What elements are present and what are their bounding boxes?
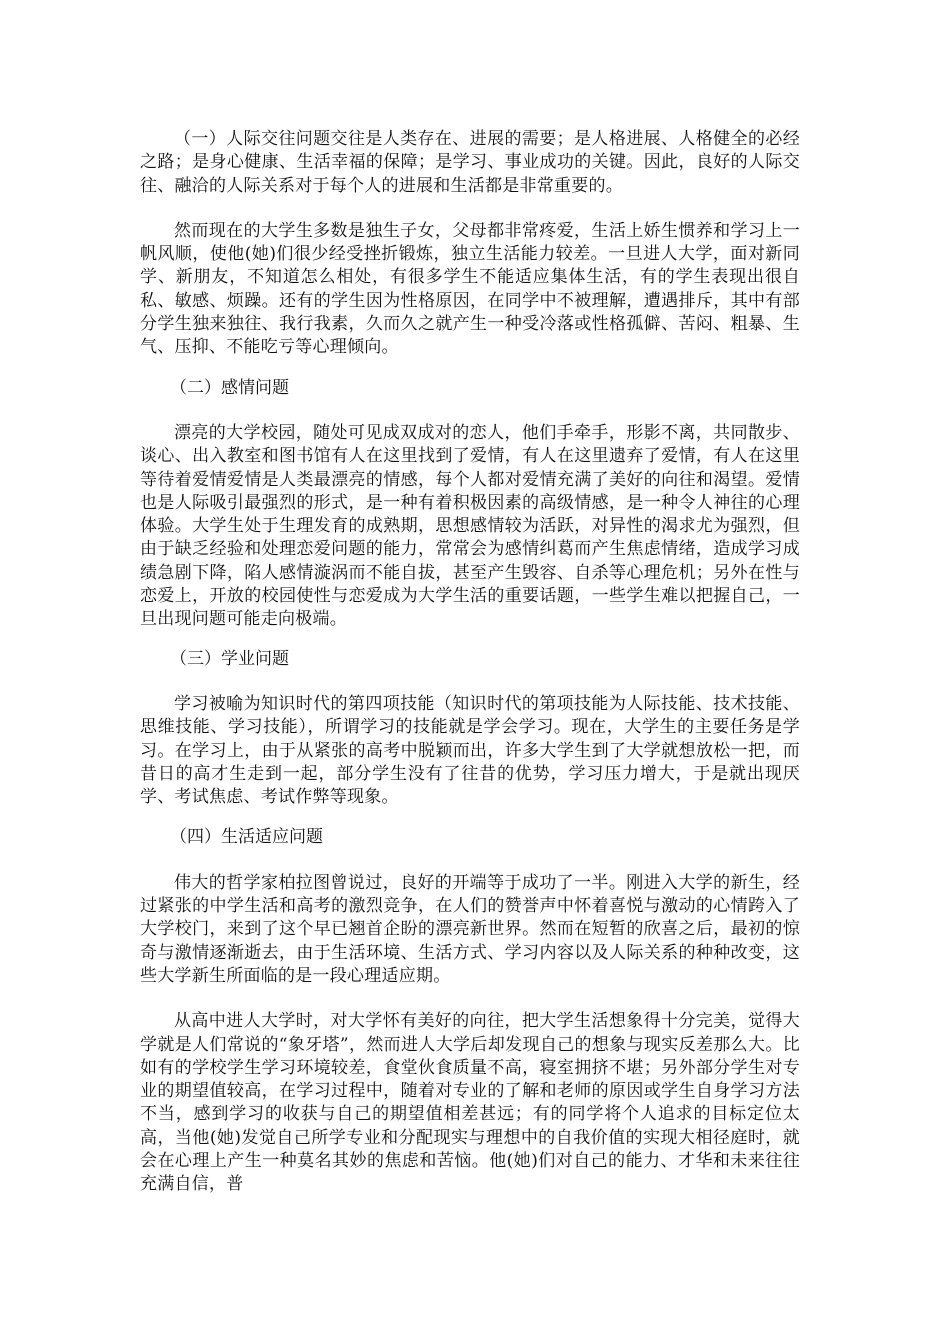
spacer (140, 809, 800, 826)
document-body (140, 128, 800, 1197)
heading-emotion: （二）感情问题 (170, 377, 289, 398)
paragraph-expectations: 从高中进人大学时，对大学怀有美好的向往，把大学生活想象得十分完美，觉得大学就是人们常说的“象牙塔”，然而进人大学后却发现自己的想象与现实反差那么大。比如有的学校学生学习环境较差，食堂伙食质量不高，寝室拥挤不堪；另外部分学生对专业的期望值较高，在学习过程中，随着对专业的了解和老师的原因或学生自身学习方法不当，感到学习的收获与自己的期望值相差甚远；有的同学将个人追求的目标定位太高，当他(她)发觉自己所学专业和分配现实与理想中的自我价值的实现大相径庭时，就会在心理上产生一种莫名其妙的焦虑和苦恼。他(她)们对自己的能力、才华和未来往往充满自信，普 (140, 1011, 800, 1195)
paragraph-emotion: 漂亮的大学校园，随处可见成双成对的恋人，他们手牵手，形影不离，共同散步、谈心、出入教室和图书馆有人在这里找到了爱情，有人在这里遗弃了爱情，有人在这里等待着爱情爱情是人类最漂亮的情感，每个人都对爱情充满了美好的向往和渴望。爱情也是人际吸引最强烈的形式，是一种有着积极因素的高级情感，是一种令人神往的心理体验。大学生处于生理发育的成熟期，思想感情较为活跃，对异性的渴求尤为强烈，但由于缺乏经验和处理恋爱问题的能力，常常会为感情纠葛而产生焦虑情绪，造成学习成绩急剧下降，陷人感情漩涡而不能自拔，甚至产生毁容、自杀等心理危机；另外在性与恋爱上，开放的校园使性与恋爱成为大学生活的重要话题，一些学生难以把握自己，一旦出现问题可能走向极端。 (140, 422, 800, 630)
spacer (140, 360, 800, 377)
paragraph-only-children: 然而现在的大学生多数是独生子女，父母都非常疼爱，生活上娇生惯养和学习上一帆风顺，使他(她)们很少经受挫折锻炼，独立生活能力较差。一旦进人大学，面对新同学、新朋友，不知道怎么相处，有很多学生不能适应集体生活，有的学生表现出很自私、敏感、烦躁。还有的学生因为性格原因，在同学中不被理解，遭遇排斥，其中有部分学生独来独往、我行我素，久而久之就产生一种受冷落或性格孤僻、苦闷、粗暴、生气、压抑、不能吃亏等心理倾向。 (140, 220, 800, 358)
paragraph-life-adaptation: 伟大的哲学家柏拉图曾说过，良好的开端等于成功了一半。刚进入大学的新生，经过紧张的中学生活和高考的激烈竞争，在人们的赞誉声中怀着喜悦与激动的心情跨入了大学校门，来到了这个早已翘首企盼的漂亮新世界。然而在短暂的欣喜之后，最初的惊奇与激情逐渐逝去，由于生活环境、生活方式、学习内容以及人际关系的种种改变，这些大学新生所面临的是一段心理适应期。 (140, 872, 800, 986)
paragraph-interpersonal-intro: （一）人际交往问题交往是人类存在、进展的需要；是人格进展、人格健全的必经之路；是身心健康、生活幸福的保障；是学习、事业成功的关键。因此，良好的人际交往、融洽的人际关系对于每个人的进展和生活都是非常重要的。 (140, 129, 800, 196)
spacer (140, 988, 800, 1010)
heading-life-adaptation: （四）生活适应问题 (170, 827, 323, 848)
spacer (140, 198, 800, 220)
spacer (140, 632, 800, 648)
spacer (140, 850, 800, 872)
spacer (140, 400, 800, 422)
paragraph-academics: 学习被喻为知识时代的第四项技能（知识时代的第项技能为人际技能、技术技能、思维技能、学习技能），所谓学习的技能就是学会学习。现在，大学生的主要任务是学习。在学习上，由于从紧张的高考中脱颖而出，许多大学生到了大学就想放松一把，而昔日的高才生走到一起，部分学生没有了往昔的优势，学习压力增大，于是就出现厌学、考试焦虑、考试作弊等现象。 (140, 693, 800, 808)
spacer (140, 671, 800, 693)
heading-academics: （三）学业问题 (170, 648, 289, 669)
